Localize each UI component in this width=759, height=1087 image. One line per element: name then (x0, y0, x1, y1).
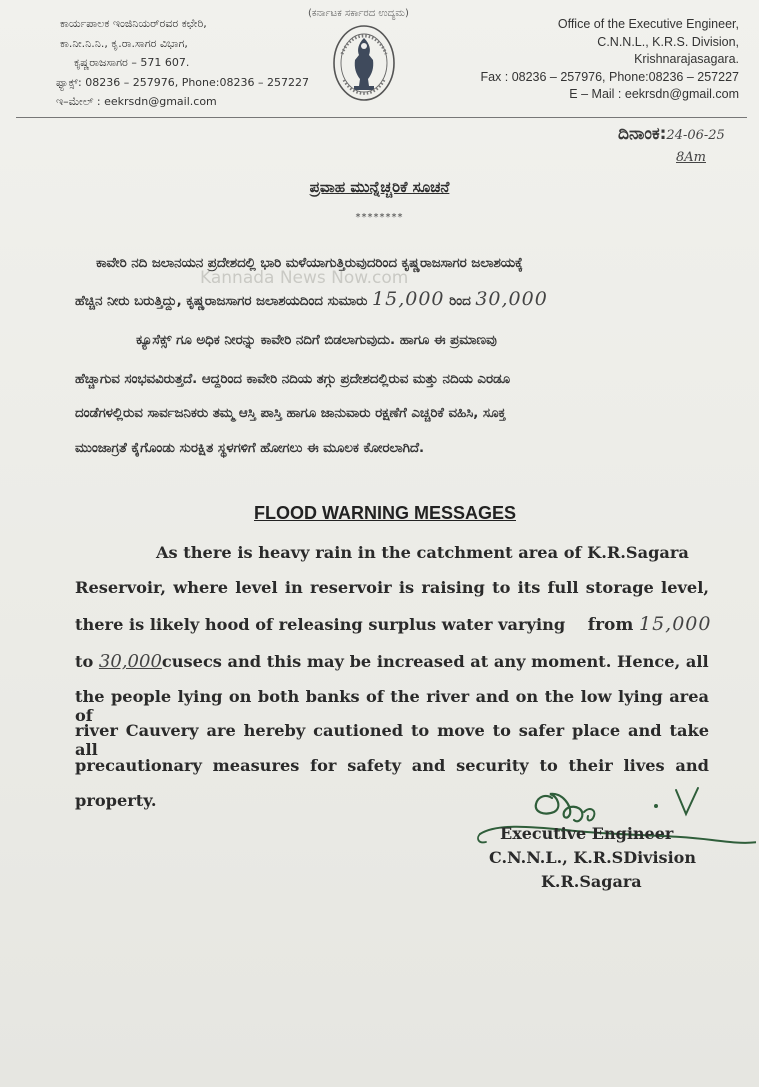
signatory-organisation: C.N.N.L., K.R.SDivision (489, 848, 696, 867)
date-field (618, 124, 725, 144)
english-line-3-text: there is likely hood of releasing surplus water varying (75, 615, 566, 634)
header-right-line-4: Fax : 08236 – 257976, Phone:08236 – 257227 (480, 69, 739, 84)
kannada-separator: ******** (355, 212, 404, 223)
header-right-line-3: Krishnarajasagara. (634, 52, 739, 66)
header-right-line-2: C.N.N.L., K.R.S. Division, (597, 34, 739, 49)
kannada-line-2-mid: ರಿಂದ (449, 294, 471, 309)
english-line-1: As there is heavy rain in the catchment area of K.R.Sagara (156, 543, 689, 562)
kannada-handwritten-to: 30,000 (475, 288, 548, 310)
date-label: ದಿನಾಂಕ: (618, 124, 667, 144)
government-emblem-icon (332, 24, 396, 102)
header-left-line-5: ಇ–ಮೇಲ್ : eekrsdn@gmail.com (56, 95, 217, 108)
english-line-2: Reservoir, where level in reservoir is raising to its full storage level, (75, 578, 709, 597)
english-handwritten-to: 30,000 (98, 651, 162, 672)
english-line-6: river Cauvery are hereby cautioned to move to safer place and take all (75, 721, 709, 759)
kannada-handwritten-from: 15,000 (372, 288, 445, 310)
header-left-kannada (56, 14, 316, 112)
kannada-line-4: ಹೆಚ್ಚಾಗುವ ಸಂಭವವಿರುತ್ತದೆ. ಆದ್ದರಿಂದ ಕಾವೇರಿ ನದಿಯ ತಗ್ಗು ಪ್ರದೇಶದಲ್ಲಿರುವ ಮತ್ತು ನದಿಯ ಎರಡೂ (75, 372, 510, 387)
english-line-4-to: to (75, 652, 94, 671)
signatory-title: Executive Engineer (500, 824, 674, 843)
english-line-8: property. (75, 791, 157, 810)
english-line-7: precautionary measures for safety and security to their lives and (75, 756, 709, 775)
kannada-line-5: ದಂಡೆಗಳಲ್ಲಿರುವ ಸಾರ್ವಜನಿಕರು ತಮ್ಮ ಆಸ್ತಿ ಪಾಸ್ತಿ ಹಾಗೂ ಜಾನುವಾರು ರಕ್ಷಣೆಗೆ ಎಚ್ಚರಿಕೆ ವಹಿಸಿ, ಸೂಕ್ತ (75, 406, 506, 421)
english-line-4 (75, 651, 709, 672)
header-right-english (469, 16, 739, 104)
kannada-line-1: ಕಾವೇರಿ ನದಿ ಜಲಾನಯನ ಪ್ರದೇಶದಲ್ಲಿ ಭಾರಿ ಮಳೆಯಾಗುತ್ತಿರುವುದರಿಂದ ಕೃಷ್ಣರಾಜಸಾಗರ ಜಲಾಶಯಕ್ಕೆ (96, 256, 523, 271)
kannada-line-6: ಮುಂಜಾಗ್ರತೆ ಕೈಗೊಂಡು ಸುರಕ್ಷಿತ ಸ್ಥಳಗಳಿಗೆ ಹೋಗಲು ಈ ಮೂಲಕ ಕೋರಲಾಗಿದೆ. (75, 441, 425, 456)
kannada-line-2-text: ಹೆಚ್ಚಿನ ನೀರು ಬರುತ್ತಿದ್ದು, ಕೃಷ್ಣರಾಜಸಾಗರ ಜಲಾಶಯದಿಂದ ಸುಮಾರು (75, 294, 368, 309)
header-divider (16, 117, 747, 118)
english-line-3-from: from (587, 615, 634, 635)
header-center-subtitle: (ಕರ್ನಾಟಕ ಸರ್ಕಾರದ ಉದ್ಯಮ) (308, 8, 409, 19)
kannada-line-3: ಕ್ಯೂಸೆಕ್ಸ್ ಗೂ ಅಧಿಕ ನೀರನ್ನು ಕಾವೇರಿ ನದಿಗೆ ಬಿಡಲಾಗುವುದು. ಹಾಗೂ ಈ ಪ್ರಮಾಣವು (136, 333, 497, 348)
english-line-5: the people lying on both banks of the river and on the low lying area of (75, 687, 709, 725)
date-value: 24-06-25 (666, 128, 725, 143)
date-time: 8Am (676, 150, 706, 165)
handwritten-signature-icon (466, 784, 756, 854)
english-line-4-text: cusecs and this may be increased at any moment. Hence, all (161, 652, 709, 671)
english-line-3 (75, 613, 711, 635)
watermark: Kannada News Now.com (200, 268, 409, 288)
english-handwritten-from: 15,000 (639, 613, 712, 635)
english-title: FLOOD WARNING MESSAGES (253, 503, 516, 523)
header-right-line-1: Office of the Executive Engineer, (557, 17, 739, 31)
header-right-line-5: E – Mail : eekrsdn@gmail.com (569, 87, 739, 101)
header-left-line-4: ಫ್ಯಾಕ್ಸ್: 08236 – 257976, Phone:08236 – 257227 (56, 75, 309, 89)
kannada-line-2 (75, 288, 548, 310)
header-left-line-3: ಕೃಷ್ಣರಾಜಸಾಗರ – 571 607. (74, 56, 190, 69)
header-left-line-1: ಕಾರ್ಯಪಾಲಕ ಇಂಜಿನಿಯರ್‌ರವರ ಕಛೇರಿ, (60, 17, 207, 30)
header-left-line-2: ಕಾ.ನೀ.ನಿ.ನಿ., ಕೃ.ರಾ.ಸಾಗರ ವಿಭಾಗ, (60, 36, 188, 50)
kannada-title: ಪ್ರವಾಹ ಮುನ್ನೆಚ್ಚರಿಕೆ ಸೂಚನೆ (309, 178, 450, 196)
signatory-place: K.R.Sagara (541, 872, 642, 891)
